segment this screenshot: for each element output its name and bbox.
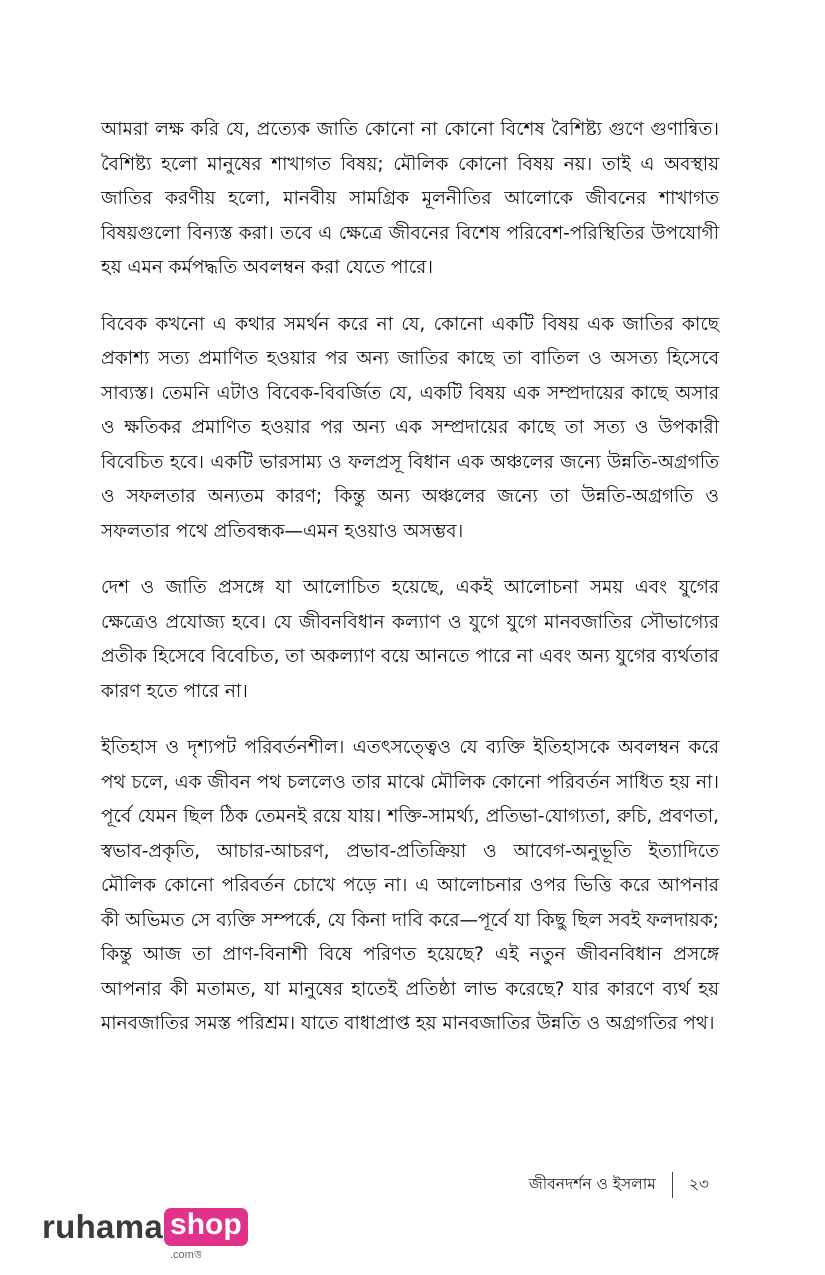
paragraph-4: ইতিহাস ও দৃশ্যপট পরিবর্তনশীল। এতৎসত্ত্বেও যে ব্যক্তি ইতিহাসকে অবলম্বন করে পথ চলে, এক জীবন পথ চললেও তার মাঝে মৌলিক কোনো পরিবর্তন সাধিত হয় না। পূর্বে যেমন ছিল ঠিক তেমনই রয়ে যায়। শক্তি-সামর্থ্য, প্রতিভা-যোগ্যতা, রুচি, প্রবণতা, স্বভাব-প্রকৃতি, আচার-আচরণ, প্রভাব-প্রতিক্রিয়া ও আবেগ-অনুভূতি ইত্যাদিতে মৌলিক কোনো পরিবর্তন চোখে পড়ে না। এ আলোচনার ওপর ভিত্তি করে আপনার কী অভিমত সে ব্যক্তি সম্পর্কে, যে কিনা দাবি করে—পূর্বে যা কিছু ছিল সবই ফলদায়ক; কিন্তু আজ তা প্রাণ-বিনাশী বিষে পরিণত হয়েছে? এই নতুন জীবনবিধান প্রসঙ্গে আপনার কী মতামত, যা মানুষের হাতেই প্রতিষ্ঠা লাভ করেছে? যার কারণে ব্যর্থ হয় মানবজাতির সমস্ত পরিশ্রম। যাতে বাধাপ্রাপ্ত হয় মানবজাতির উন্নতি ও অগ্রগতির পথ। bbox=[101, 737, 719, 1034]
footer-divider bbox=[672, 1172, 673, 1198]
running-title: জীবনদর্শন ও ইসলাম bbox=[528, 1175, 656, 1193]
paragraph-3: দেশ ও জাতি প্রসঙ্গে যা আলোচিত হয়েছে, একই আলোচনা সময় এবং যুগের ক্ষেত্রেও প্রযোজ্য হবে। যে জীবনবিধান কল্যাণ ও যুগে যুগে মানবজাতির সৌভাগ্যের প্রতীক হিসেবে বিবেচিত, তা অকল্যাণ বয়ে আনতে পারে না এবং অন্য যুগের ব্যর্থতার কারণ হতে পারে না। bbox=[101, 577, 719, 702]
page-footer bbox=[529, 1172, 709, 1198]
logo-shop-badge: shop bbox=[164, 1208, 248, 1246]
logo-ruhama-text: ruhama bbox=[42, 1208, 164, 1245]
page-body bbox=[101, 113, 719, 1064]
paragraph-1: আমরা লক্ষ করি যে, প্রত্যেক জাতি কোনো না কোনো বিশেষ বৈশিষ্ট্য গুণে গুণান্বিত। বৈশিষ্ট্য হলো মানুষের শাখাগত বিষয়; মৌলিক কোনো বিষয় নয়। তাই এ অবস্থায় জাতির করণীয় হলো, মানবীয় সামগ্রিক মূলনীতির আলোকে জীবনের শাখাগত বিষয়গুলো বিন্যস্ত করা। তবে এ ক্ষেত্রে জীবনের বিশেষ পরিবেশ-পরিস্থিতির উপযোগী হয় এমন কর্মপদ্ধতি অবলম্বন করা যেতে পারে। bbox=[101, 119, 719, 278]
logo-domain-suffix: .comত্ত bbox=[170, 1249, 202, 1261]
page-number: ২৩ bbox=[688, 1175, 709, 1193]
paragraph-2: বিবেক কখনো এ কথার সমর্থন করে না যে, কোনো একটি বিষয় এক জাতির কাছে প্রকাশ্য সত্য প্রমাণিত হওয়ার পর অন্য জাতির কাছে তা বাতিল ও অসত্য হিসেবে সাব্যস্ত। তেমনি এটাও বিবেক-বিবর্জিত যে, একটি বিষয় এক সম্প্রদায়ের কাছে অসার ও ক্ষতিকর প্রমাণিত হওয়ার পর অন্য এক সম্প্রদায়ের কাছে তা সত্য ও উপকারী বিবেচিত হবে। একটি ভারসাম্য ও ফলপ্রসূ বিধান এক অঞ্চলের জন্যে উন্নতি-অগ্রগতি ও সফলতার অন্যতম কারণ; কিন্তু অন্য অঞ্চলের জন্যে তা উন্নতি-অগ্রগতি ও সফলতার পথে প্রতিবন্ধক—এমন হওয়াও অসম্ভব। bbox=[101, 313, 719, 542]
ruhamashop-logo bbox=[42, 1208, 248, 1261]
